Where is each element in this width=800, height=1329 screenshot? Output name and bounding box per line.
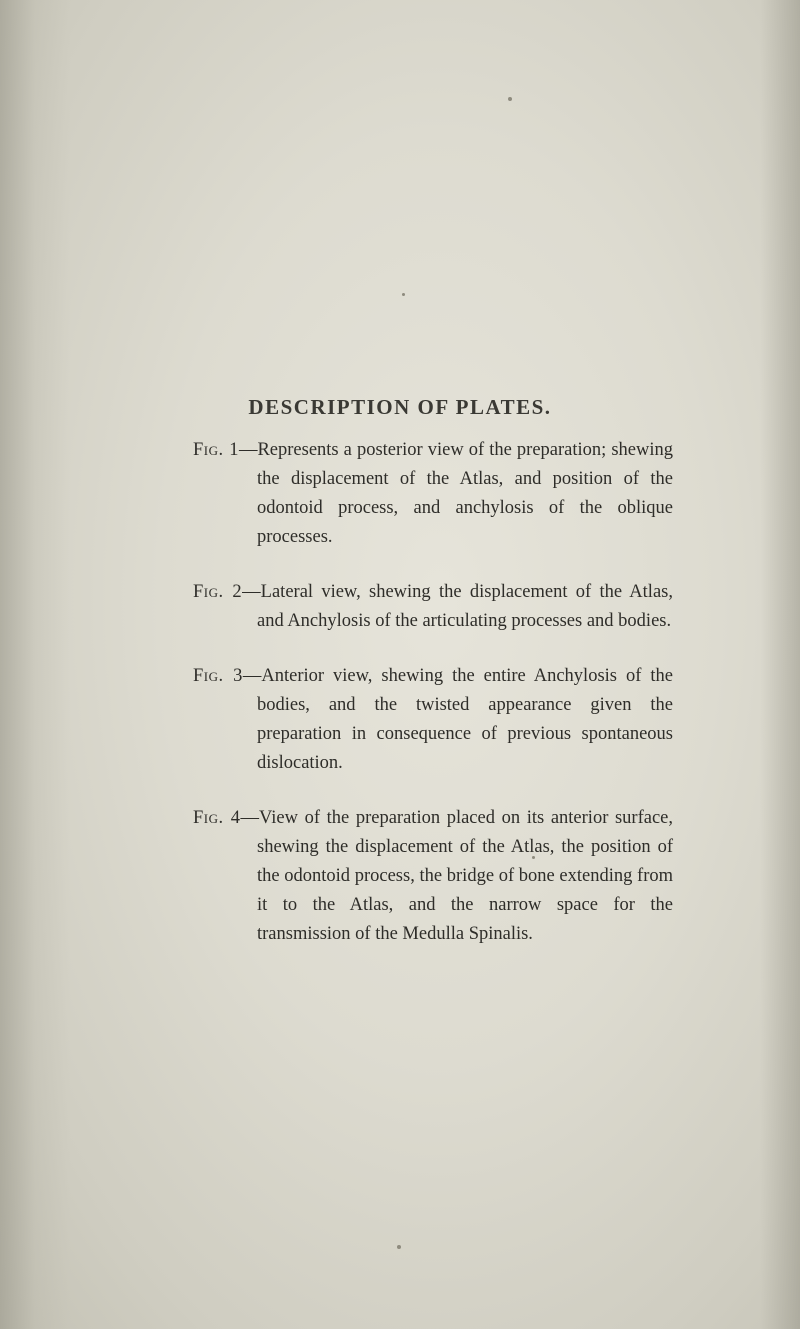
fig-description: —Lateral view, shewing the displacement of the Atlas, and Anchylosis of the articulating processes and bodies. bbox=[242, 582, 673, 631]
fig-description: —View of the preparation placed on its anterior surface, shewing the displacement of the Atlas, the position of the odontoid process, the bridge of bone extending from it to the Atlas, and the narrow space for the transmission of the Medulla Spinalis. bbox=[240, 808, 673, 944]
paper-fleck bbox=[397, 1245, 401, 1249]
plate-descriptions bbox=[193, 436, 673, 975]
fig-label: Fig. 2 bbox=[193, 582, 243, 602]
page-edge-shadow-left bbox=[0, 0, 70, 1329]
paper-fleck bbox=[402, 293, 405, 296]
fig-description: —Anterior view, shewing the entire Anchylosis of the bodies, and the twisted appearance given the preparation in consequence of previous spontaneous dislocation. bbox=[242, 666, 673, 773]
paper-fleck bbox=[508, 97, 512, 101]
fig-description: —Represents a posterior view of the preparation; shewing the displacement of the Atlas, and position of the odontoid process, and anchylosis of the oblique processes. bbox=[238, 440, 674, 547]
page-title: DESCRIPTION OF PLATES. bbox=[248, 395, 552, 419]
plate-description-fig-3 bbox=[193, 662, 673, 778]
fig-label: Fig. 3 bbox=[193, 666, 243, 686]
fig-label: Fig. 1 bbox=[193, 440, 239, 460]
fig-label: Fig. 4 bbox=[193, 808, 241, 828]
page-edge-shadow-right bbox=[760, 0, 800, 1329]
plate-description-fig-1 bbox=[193, 436, 673, 552]
plate-description-fig-4 bbox=[193, 804, 673, 949]
plate-description-fig-2 bbox=[193, 578, 673, 636]
